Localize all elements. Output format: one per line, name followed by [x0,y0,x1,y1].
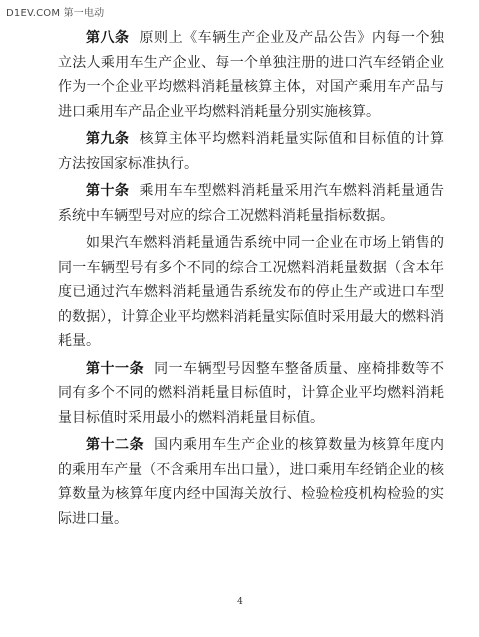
article-number: 第九条 [86,131,130,147]
paragraph-text: 原则上《车辆生产企业及产品公告》内每一个独立法人乘用车生产企业、每一个单独注册的进口汽车经销企业作为一个企业平均燃料消耗量核算主体，对国产乘用车产品与进口乘用车产品企业平均燃料消耗量分别实施核算。 [58,30,445,120]
article-number: 第八条 [86,30,130,46]
paragraph-text: 国内乘用车生产企业的核算数量为核算年度内的乘用车产量（不含乘用车出口量），进口乘用车经销企业的核算数量为核算年度内经中国海关放行、检验检疫机构检验的实际进口量。 [58,437,445,527]
article-number: 第十二条 [86,437,145,453]
paragraph-article-11 [58,357,444,431]
paragraph-text: 核算主体平均燃料消耗量实际值和目标值的计算方法按国家标准执行。 [58,131,445,172]
site-watermark: D1EV.COM 第一电动 [6,8,105,19]
paragraph-article-10 [58,179,444,228]
document-body [58,26,444,531]
paragraph-article-9 [58,127,444,176]
article-number: 第十一条 [86,360,145,377]
article-number: 第十条 [86,183,130,199]
page-number: 4 [237,597,243,607]
paragraph-text: 乘用车车型燃料消耗量采用汽车燃料消耗量通告系统中车辆型号对应的综合工况燃料消耗量指标数据。 [58,183,445,224]
paragraph-article-12 [58,433,444,531]
paragraph-article-8 [58,26,444,124]
paragraph-text: 如果汽车燃料消耗量通告系统中同一企业在市场上销售的同一车辆型号有多个不同的综合工况燃料消耗量数据（含本年度已通过汽车燃料消耗量通告系统发布的停止生产或进口车型的数据），计算企业平均燃料消耗量实际值时采用最大的燃料消耗量。 [58,235,444,349]
paragraph-article-10-continued [58,231,444,354]
paragraph-text: 同一车辆型号因整车整备质量、座椅排数等不同有多个不同的燃料消耗量目标值时，计算企业平均燃料消耗量目标值时采用最小的燃料消耗量目标值。 [58,360,445,426]
